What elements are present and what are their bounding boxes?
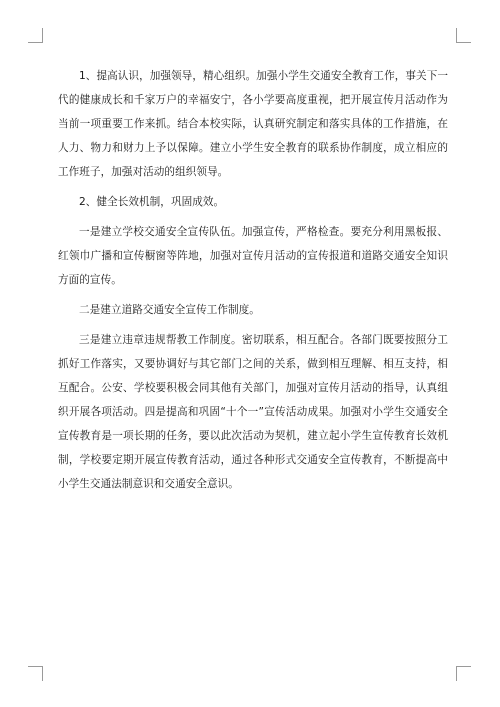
paragraph-4: 二是建立道路交通安全宣传工作制度。 [79, 304, 260, 316]
crop-mark-bottom-right [456, 666, 471, 681]
paragraph-3: 一是建立学校交通安全宣传队伍。加强宣传，严格检查。要充分利用黑板报、红领巾广播和宣传橱窗等阵地，加强对宣传月活动的宣传报道和道路交通安全知识方面的宣传。 [58, 226, 448, 286]
crop-mark-bottom-left [28, 666, 43, 681]
paragraph-5: 三是建立违章违规帮教工作制度。密切联系，相互配合。各部门既要按照分工抓好工作落实，又要协调好与其它部门之间的关系，做到相互理解、相互支持，相互配合。公安、学校要积极会同其他有关部门，加强对宣传月活动的指导，认真组织开展各项活动。四是提高和巩固“十个一”宣传活动成果。加强对小学生交通安全宣传教育是一项长期的任务，要以此次活动为契机，建立起小学生宣传教育长效机制，学校要定期开展宣传教育活动，通过各种形式交通安全宣传教育，不断提高中小学生交通法制意识和交通安全意识。 [58, 334, 448, 490]
crop-mark-top-left [28, 28, 43, 43]
document-body [58, 64, 448, 496]
paragraph-1: 1、提高认识，加强领导，精心组织。加强小学生交通安全教育工作，事关下一代的健康成长和千家万户的幸福安宁，各小学要高度重视，把开展宣传月活动作为当前一项重要工作来抓。结合本校实际，认真研究制定和落实具体的工作措施，在人力、物力和财力上予以保障。建立小学生安全教育的联系协作制度，成立相应的工作班子，加强对活动的组织领导。 [58, 70, 448, 178]
crop-mark-top-right [456, 28, 471, 43]
paragraph-2: 2、健全长效机制，巩固成效。 [79, 196, 225, 208]
